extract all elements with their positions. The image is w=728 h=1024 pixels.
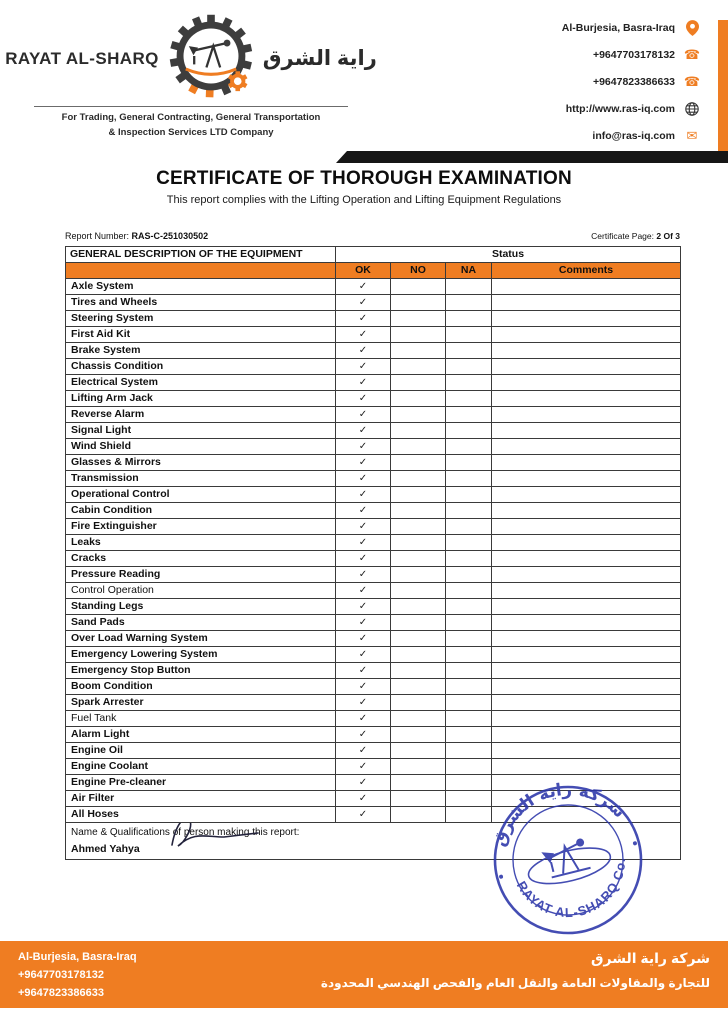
status-na-cell [446, 711, 492, 727]
status-no-cell [391, 519, 446, 535]
status-no-cell [391, 647, 446, 663]
signature-row [66, 823, 681, 860]
status-no-cell [391, 343, 446, 359]
status-na-cell [446, 599, 492, 615]
tagline-line2: & Inspection Services LTD Company [108, 126, 274, 138]
table-row [66, 375, 681, 391]
report-info-row [65, 231, 680, 241]
status-ok-cell: ✓ [336, 599, 391, 615]
equipment-label: Axle System [66, 279, 336, 295]
status-na-cell [446, 631, 492, 647]
status-comments-cell [492, 759, 681, 775]
table-row [66, 551, 681, 567]
status-comments-cell [492, 391, 681, 407]
status-na-cell [446, 423, 492, 439]
status-ok-cell: ✓ [336, 775, 391, 791]
phone-icon: ☎ [683, 74, 701, 89]
signature-label: Name & Qualifications of person making this report: [71, 827, 300, 838]
status-no-cell [391, 775, 446, 791]
status-na-cell [446, 359, 492, 375]
status-ok-cell: ✓ [336, 551, 391, 567]
status-ok-cell: ✓ [336, 503, 391, 519]
status-comments-cell [492, 791, 681, 807]
status-comments-cell [492, 695, 681, 711]
status-comments-cell [492, 631, 681, 647]
contact-email[interactable] [450, 122, 700, 149]
status-comments-cell [492, 455, 681, 471]
table-row [66, 567, 681, 583]
equipment-table [65, 246, 680, 860]
equipment-label: Cracks [66, 551, 336, 567]
status-comments-cell [492, 375, 681, 391]
status-no-cell [391, 535, 446, 551]
equipment-rows [66, 279, 681, 823]
status-comments-cell [492, 439, 681, 455]
column-no: NO [391, 263, 446, 279]
status-na-cell [446, 647, 492, 663]
status-no-cell [391, 759, 446, 775]
company-logo-block [5, 14, 377, 140]
status-ok-cell: ✓ [336, 359, 391, 375]
contact-phone-1 [450, 41, 700, 68]
status-ok-cell: ✓ [336, 759, 391, 775]
status-ok-cell: ✓ [336, 535, 391, 551]
status-ok-cell: ✓ [336, 727, 391, 743]
equipment-label: Electrical System [66, 375, 336, 391]
status-na-cell [446, 695, 492, 711]
table-row [66, 679, 681, 695]
footer-contact-block [18, 948, 137, 1002]
status-na-cell [446, 807, 492, 823]
table-header-row-2 [66, 263, 681, 279]
equipment-label: Pressure Reading [66, 567, 336, 583]
status-no-cell [391, 551, 446, 567]
status-ok-cell: ✓ [336, 391, 391, 407]
status-comments-cell [492, 327, 681, 343]
status-no-cell [391, 679, 446, 695]
status-na-cell [446, 343, 492, 359]
status-ok-cell: ✓ [336, 423, 391, 439]
status-ok-cell: ✓ [336, 327, 391, 343]
status-na-cell [446, 439, 492, 455]
status-ok-cell: ✓ [336, 407, 391, 423]
status-no-cell [391, 439, 446, 455]
equipment-label: Steering System [66, 311, 336, 327]
status-ok-cell: ✓ [336, 791, 391, 807]
document-title: CERTIFICATE OF THOROUGH EXAMINATION [156, 168, 572, 189]
status-ok-cell: ✓ [336, 695, 391, 711]
equipment-label: Transmission [66, 471, 336, 487]
status-no-cell [391, 423, 446, 439]
table-row [66, 423, 681, 439]
status-no-cell [391, 791, 446, 807]
report-number [65, 231, 208, 241]
footer-phone-2: +9647823386633 [18, 987, 104, 999]
status-na-cell [446, 295, 492, 311]
table-row [66, 327, 681, 343]
status-ok-cell: ✓ [336, 439, 391, 455]
footer-address: Al-Burjesia, Basra-Iraq [18, 951, 137, 963]
status-na-cell [446, 279, 492, 295]
equipment-label: Air Filter [66, 791, 336, 807]
status-comments-cell [492, 583, 681, 599]
tagline-line1: For Trading, General Contracting, General Transportation [61, 112, 321, 123]
status-comments-cell [492, 359, 681, 375]
column-comments: Comments [492, 263, 681, 279]
status-comments-cell [492, 503, 681, 519]
table-row [66, 519, 681, 535]
table-row [66, 407, 681, 423]
status-no-cell [391, 583, 446, 599]
phone2-text: +9647823386633 [592, 75, 675, 88]
phone-icon: ☎ [683, 47, 701, 62]
description-header: GENERAL DESCRIPTION OF THE EQUIPMENT [66, 247, 336, 263]
footer-arabic-description: للتجارة والمقاولات العامة والنقل العام والفحص الهندسي المحدودة [320, 976, 710, 990]
certificate-page-value: 2 Of 3 [656, 231, 680, 241]
footer-phone-1: +9647703178132 [18, 969, 104, 981]
table-row [66, 791, 681, 807]
company-name-arabic: راية الشرق [262, 47, 377, 70]
table-row [66, 743, 681, 759]
status-ok-cell: ✓ [336, 711, 391, 727]
status-comments-cell [492, 567, 681, 583]
equipment-label: Fire Extinguisher [66, 519, 336, 535]
table-row [66, 727, 681, 743]
header [0, 8, 728, 152]
table-row [66, 391, 681, 407]
status-na-cell [446, 327, 492, 343]
company-tagline [34, 106, 348, 140]
status-comments-cell [492, 663, 681, 679]
equipment-label: Chassis Condition [66, 359, 336, 375]
status-ok-cell: ✓ [336, 375, 391, 391]
table-row [66, 759, 681, 775]
status-comments-cell [492, 423, 681, 439]
status-na-cell [446, 311, 492, 327]
equipment-label: Brake System [66, 343, 336, 359]
status-no-cell [391, 567, 446, 583]
status-comments-cell [492, 295, 681, 311]
equipment-label: Sand Pads [66, 615, 336, 631]
status-ok-cell: ✓ [336, 615, 391, 631]
signature-cell [66, 823, 681, 860]
contact-website[interactable] [450, 95, 700, 122]
table-row [66, 647, 681, 663]
equipment-label: Control Operation [66, 583, 336, 599]
footer-arabic-company: شركة راية الشرق [590, 950, 710, 966]
table-row [66, 503, 681, 519]
status-no-cell [391, 311, 446, 327]
status-ok-cell: ✓ [336, 647, 391, 663]
table-row [66, 487, 681, 503]
equipment-label: Engine Coolant [66, 759, 336, 775]
status-comments-cell [492, 519, 681, 535]
table-row [66, 343, 681, 359]
contact-list [450, 14, 700, 149]
status-comments-cell [492, 647, 681, 663]
status-na-cell [446, 487, 492, 503]
header-divider-bar [336, 151, 728, 163]
table-row [66, 599, 681, 615]
equipment-label: Boom Condition [66, 679, 336, 695]
website-link[interactable]: http://www.ras-iq.com [565, 102, 675, 115]
status-ok-cell: ✓ [336, 295, 391, 311]
orange-edge-strip [718, 20, 728, 160]
table-row [66, 775, 681, 791]
status-ok-cell: ✓ [336, 679, 391, 695]
table-header-row-1 [66, 247, 681, 263]
email-link[interactable]: info@ras-iq.com [592, 129, 675, 142]
equipment-label: Emergency Lowering System [66, 647, 336, 663]
location-icon [684, 20, 700, 36]
status-no-cell [391, 455, 446, 471]
status-no-cell [391, 711, 446, 727]
status-ok-cell: ✓ [336, 663, 391, 679]
status-na-cell [446, 519, 492, 535]
table-row [66, 295, 681, 311]
status-comments-cell [492, 535, 681, 551]
status-comments-cell [492, 599, 681, 615]
status-no-cell [391, 503, 446, 519]
status-ok-cell: ✓ [336, 487, 391, 503]
equipment-label: Signal Light [66, 423, 336, 439]
equipment-label: Standing Legs [66, 599, 336, 615]
status-ok-cell: ✓ [336, 807, 391, 823]
company-logo-icon [169, 14, 253, 103]
inspector-name: Ahmed Yahya [71, 843, 140, 855]
empty-header-cell [66, 263, 336, 279]
status-na-cell [446, 455, 492, 471]
equipment-label: All Hoses [66, 807, 336, 823]
status-ok-cell: ✓ [336, 631, 391, 647]
status-header: Status [336, 247, 681, 263]
footer [0, 941, 728, 1008]
status-no-cell [391, 279, 446, 295]
status-na-cell [446, 535, 492, 551]
table-row [66, 359, 681, 375]
status-comments-cell [492, 311, 681, 327]
status-comments-cell [492, 279, 681, 295]
status-na-cell [446, 727, 492, 743]
status-no-cell [391, 327, 446, 343]
status-comments-cell [492, 743, 681, 759]
status-comments-cell [492, 487, 681, 503]
status-ok-cell: ✓ [336, 519, 391, 535]
equipment-label: Spark Arrester [66, 695, 336, 711]
table-row [66, 535, 681, 551]
status-no-cell [391, 375, 446, 391]
table-row [66, 439, 681, 455]
status-ok-cell: ✓ [336, 311, 391, 327]
status-no-cell [391, 663, 446, 679]
status-comments-cell [492, 711, 681, 727]
equipment-label: Wind Shield [66, 439, 336, 455]
status-no-cell [391, 743, 446, 759]
status-comments-cell [492, 407, 681, 423]
status-na-cell [446, 743, 492, 759]
equipment-label: Emergency Stop Button [66, 663, 336, 679]
equipment-label: Alarm Light [66, 727, 336, 743]
table-row [66, 311, 681, 327]
status-no-cell [391, 631, 446, 647]
stamp-english-text: RAYAT AL-SHARQ Co. [513, 857, 629, 921]
column-ok: OK [336, 263, 391, 279]
equipment-label: Over Load Warning System [66, 631, 336, 647]
certificate-page-label: Certificate Page: [591, 231, 654, 241]
report-number-label: Report Number: [65, 231, 130, 241]
equipment-label: Tires and Wheels [66, 295, 336, 311]
equipment-label: Engine Pre-cleaner [66, 775, 336, 791]
email-icon: ✉ [686, 128, 698, 143]
column-na: NA [446, 263, 492, 279]
status-no-cell [391, 295, 446, 311]
status-ok-cell: ✓ [336, 567, 391, 583]
status-na-cell [446, 679, 492, 695]
status-comments-cell [492, 615, 681, 631]
document-subtitle: This report complies with the Lifting Operation and Lifting Equipment Regulations [166, 194, 562, 206]
status-no-cell [391, 487, 446, 503]
table-row [66, 615, 681, 631]
status-na-cell [446, 567, 492, 583]
status-na-cell [446, 791, 492, 807]
equipment-label: Glasses & Mirrors [66, 455, 336, 471]
phone1-text: +9647703178132 [592, 48, 675, 61]
status-no-cell [391, 727, 446, 743]
equipment-label: First Aid Kit [66, 327, 336, 343]
stamp-arabic-text: شركة راية الشرق [489, 779, 630, 849]
table-row [66, 695, 681, 711]
status-comments-cell [492, 807, 681, 823]
status-na-cell [446, 471, 492, 487]
contact-phone-2 [450, 68, 700, 95]
globe-icon [684, 102, 700, 116]
status-no-cell [391, 391, 446, 407]
status-no-cell [391, 807, 446, 823]
status-ok-cell: ✓ [336, 583, 391, 599]
table-row [66, 807, 681, 823]
status-comments-cell [492, 551, 681, 567]
status-comments-cell [492, 343, 681, 359]
status-no-cell [391, 359, 446, 375]
address-text: Al-Burjesia, Basra-Iraq [561, 21, 675, 34]
status-comments-cell [492, 727, 681, 743]
table-row [66, 455, 681, 471]
status-na-cell [446, 503, 492, 519]
equipment-label: Operational Control [66, 487, 336, 503]
footer-arabic-block [321, 950, 710, 990]
equipment-label: Cabin Condition [66, 503, 336, 519]
status-no-cell [391, 695, 446, 711]
table-row [66, 471, 681, 487]
status-na-cell [446, 759, 492, 775]
status-comments-cell [492, 775, 681, 791]
status-na-cell [446, 391, 492, 407]
table-row [66, 631, 681, 647]
status-ok-cell: ✓ [336, 471, 391, 487]
status-ok-cell: ✓ [336, 279, 391, 295]
status-na-cell [446, 775, 492, 791]
table-row [66, 711, 681, 727]
status-ok-cell: ✓ [336, 743, 391, 759]
status-na-cell [446, 663, 492, 679]
status-comments-cell [492, 471, 681, 487]
status-comments-cell [492, 679, 681, 695]
table-row [66, 583, 681, 599]
status-na-cell [446, 583, 492, 599]
status-no-cell [391, 471, 446, 487]
equipment-label: Lifting Arm Jack [66, 391, 336, 407]
table-row [66, 663, 681, 679]
status-no-cell [391, 407, 446, 423]
status-no-cell [391, 599, 446, 615]
certificate-page-indicator [591, 231, 680, 241]
equipment-label: Engine Oil [66, 743, 336, 759]
equipment-label: Fuel Tank [66, 711, 336, 727]
svg-text:RAYAT AL-SHARQ Co. [513, 853, 640, 932]
status-na-cell [446, 375, 492, 391]
status-na-cell [446, 615, 492, 631]
company-name-english: RAYAT AL-SHARQ [5, 48, 159, 68]
status-na-cell [446, 551, 492, 567]
contact-address [450, 14, 700, 41]
status-ok-cell: ✓ [336, 455, 391, 471]
equipment-label: Reverse Alarm [66, 407, 336, 423]
status-no-cell [391, 615, 446, 631]
status-na-cell [446, 407, 492, 423]
status-ok-cell: ✓ [336, 343, 391, 359]
table-row [66, 279, 681, 295]
equipment-label: Leaks [66, 535, 336, 551]
report-number-value: RAS-C-251030502 [131, 231, 209, 241]
